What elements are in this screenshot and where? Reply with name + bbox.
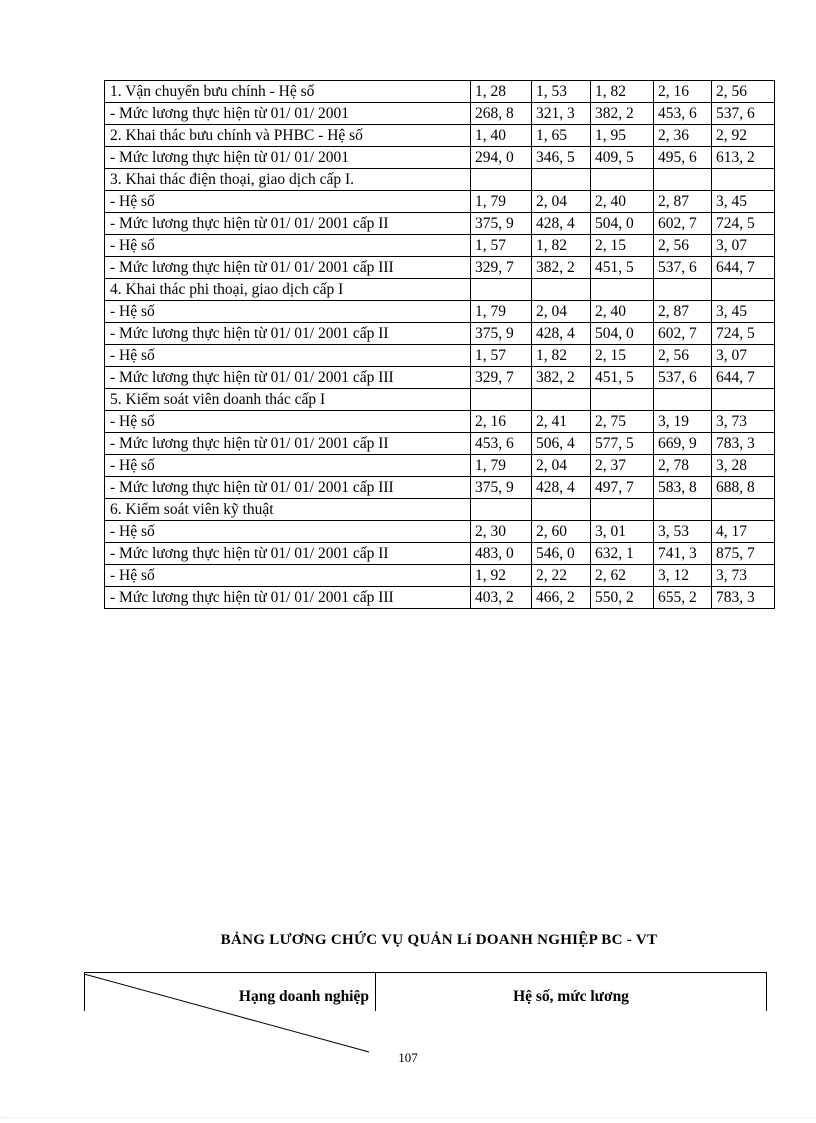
row-label: - Mức lương thực hiện từ 01/ 01/ 2001 cấp II	[105, 433, 471, 455]
row-value	[471, 499, 532, 521]
row-value: 453, 6	[654, 103, 712, 125]
row-value: 2, 37	[591, 455, 654, 477]
row-value: 724, 5	[712, 213, 775, 235]
row-value: 504, 0	[591, 323, 654, 345]
row-value: 3, 73	[712, 411, 775, 433]
row-value: 3, 45	[712, 191, 775, 213]
row-value	[654, 169, 712, 191]
row-value: 2, 04	[532, 301, 591, 323]
row-value: 375, 9	[471, 477, 532, 499]
row-value: 2, 40	[591, 301, 654, 323]
page-footer-rule	[0, 1117, 816, 1118]
row-value: 602, 7	[654, 323, 712, 345]
row-label: - Mức lương thực hiện từ 01/ 01/ 2001 cấp III	[105, 367, 471, 389]
header-diagonal-line	[84, 972, 384, 1062]
row-value	[712, 279, 775, 301]
row-label: - Hệ số	[105, 235, 471, 257]
row-value: 1, 82	[532, 345, 591, 367]
row-value: 1, 57	[471, 345, 532, 367]
row-value: 632, 1	[591, 543, 654, 565]
row-label: - Mức lương thực hiện từ 01/ 01/ 2001 cấp II	[105, 213, 471, 235]
row-label: - Hệ số	[105, 411, 471, 433]
row-value: 497, 7	[591, 477, 654, 499]
row-value: 2, 22	[532, 565, 591, 587]
table-row	[105, 235, 775, 257]
table-row	[105, 103, 775, 125]
row-value	[654, 389, 712, 411]
row-label: - Hệ số	[105, 191, 471, 213]
row-value: 346, 5	[532, 147, 591, 169]
row-value: 1, 65	[532, 125, 591, 147]
table-row	[105, 521, 775, 543]
row-label: 5. Kiểm soát viên doanh thác cấp I	[105, 389, 471, 411]
row-value: 1, 92	[471, 565, 532, 587]
table-row	[105, 499, 775, 521]
header-enterprise-rank: Hạng doanh nghiệp	[238, 988, 369, 1005]
row-value: 2, 15	[591, 345, 654, 367]
row-value: 268, 8	[471, 103, 532, 125]
row-value: 2, 78	[654, 455, 712, 477]
row-value: 546, 0	[532, 543, 591, 565]
row-value	[532, 279, 591, 301]
row-value: 2, 92	[712, 125, 775, 147]
row-label: - Mức lương thực hiện từ 01/ 01/ 2001	[105, 147, 471, 169]
row-value: 428, 4	[532, 213, 591, 235]
row-value: 466, 2	[532, 587, 591, 609]
row-value: 537, 6	[712, 103, 775, 125]
page-number: 107	[398, 1050, 418, 1065]
row-value: 644, 7	[712, 257, 775, 279]
row-label: 6. Kiểm soát viên kỹ thuật	[105, 499, 471, 521]
row-value: 2, 87	[654, 191, 712, 213]
table-row	[105, 169, 775, 191]
row-value: 1, 79	[471, 455, 532, 477]
row-value: 2, 56	[654, 235, 712, 257]
row-value: 375, 9	[471, 323, 532, 345]
table-row	[105, 81, 775, 103]
row-value	[654, 499, 712, 521]
table-row	[105, 323, 775, 345]
table-row	[105, 147, 775, 169]
row-value: 329, 7	[471, 257, 532, 279]
table-row	[105, 477, 775, 499]
table-row	[105, 345, 775, 367]
row-label: 2. Khai thác bưu chính và PHBC - Hệ số	[105, 125, 471, 147]
row-value: 294, 0	[471, 147, 532, 169]
row-value: 2, 87	[654, 301, 712, 323]
row-value: 2, 30	[471, 521, 532, 543]
row-value: 1, 57	[471, 235, 532, 257]
row-value	[712, 169, 775, 191]
row-value: 3, 07	[712, 235, 775, 257]
row-value: 741, 3	[654, 543, 712, 565]
row-value: 409, 5	[591, 147, 654, 169]
row-value: 2, 75	[591, 411, 654, 433]
row-label: - Mức lương thực hiện từ 01/ 01/ 2001 cấp II	[105, 543, 471, 565]
table-row	[105, 301, 775, 323]
table-row	[105, 191, 775, 213]
row-label: - Hệ số	[105, 455, 471, 477]
row-value	[471, 389, 532, 411]
row-value: 382, 2	[532, 367, 591, 389]
row-value	[532, 169, 591, 191]
row-value: 2, 04	[532, 455, 591, 477]
row-label: - Hệ số	[105, 345, 471, 367]
row-label: - Mức lương thực hiện từ 01/ 01/ 2001	[105, 103, 471, 125]
row-value: 3, 19	[654, 411, 712, 433]
row-label: - Mức lương thực hiện từ 01/ 01/ 2001 cấp III	[105, 477, 471, 499]
table-row	[105, 125, 775, 147]
row-value: 428, 4	[532, 323, 591, 345]
row-value: 724, 5	[712, 323, 775, 345]
row-value: 451, 5	[591, 257, 654, 279]
row-value: 2, 40	[591, 191, 654, 213]
row-value: 382, 2	[532, 257, 591, 279]
row-value: 2, 60	[532, 521, 591, 543]
row-value: 3, 28	[712, 455, 775, 477]
row-value: 655, 2	[654, 587, 712, 609]
row-value	[591, 389, 654, 411]
row-value: 483, 0	[471, 543, 532, 565]
table-row	[105, 433, 775, 455]
row-value	[591, 499, 654, 521]
table-row	[105, 367, 775, 389]
row-value	[471, 169, 532, 191]
row-value: 783, 3	[712, 433, 775, 455]
table-row	[105, 279, 775, 301]
row-value	[591, 169, 654, 191]
table-row	[105, 543, 775, 565]
row-value: 3, 01	[591, 521, 654, 543]
row-value: 428, 4	[532, 477, 591, 499]
row-value: 2, 15	[591, 235, 654, 257]
row-value: 1, 79	[471, 191, 532, 213]
row-value: 537, 6	[654, 257, 712, 279]
row-value	[532, 499, 591, 521]
row-value: 403, 2	[471, 587, 532, 609]
row-value: 583, 8	[654, 477, 712, 499]
row-value: 3, 45	[712, 301, 775, 323]
row-label: - Hệ số	[105, 301, 471, 323]
header-coefficient-salary: Hệ số, mức lương	[513, 988, 629, 1005]
row-value	[471, 279, 532, 301]
row-value: 613, 2	[712, 147, 775, 169]
row-value: 537, 6	[654, 367, 712, 389]
salary-table-body	[105, 81, 775, 609]
section-title: BẢNG LƯƠNG CHỨC VỤ QUẢN Lí DOANH NGHIỆP BC - VT	[220, 932, 658, 948]
row-label: 4. Khai thác phi thoại, giao dịch cấp I	[105, 279, 471, 301]
row-value: 2, 62	[591, 565, 654, 587]
row-value: 329, 7	[471, 367, 532, 389]
row-label: 1. Vận chuyển bưu chính - Hệ số	[105, 81, 471, 103]
table-row	[105, 257, 775, 279]
row-value: 451, 5	[591, 367, 654, 389]
row-value: 783, 3	[712, 587, 775, 609]
salary-table	[104, 80, 775, 609]
row-label: - Hệ số	[105, 521, 471, 543]
row-value: 1, 40	[471, 125, 532, 147]
row-value: 688, 8	[712, 477, 775, 499]
row-value: 3, 07	[712, 345, 775, 367]
row-value: 1, 82	[591, 81, 654, 103]
row-value: 3, 73	[712, 565, 775, 587]
row-label: - Mức lương thực hiện từ 01/ 01/ 2001 cấp III	[105, 257, 471, 279]
row-value: 2, 16	[471, 411, 532, 433]
row-value: 506, 4	[532, 433, 591, 455]
row-value: 4, 17	[712, 521, 775, 543]
row-label: - Hệ số	[105, 565, 471, 587]
row-value: 3, 12	[654, 565, 712, 587]
row-value: 875, 7	[712, 543, 775, 565]
row-value	[654, 279, 712, 301]
row-label: - Mức lương thực hiện từ 01/ 01/ 2001 cấp III	[105, 587, 471, 609]
row-value: 2, 56	[712, 81, 775, 103]
row-value: 504, 0	[591, 213, 654, 235]
row-value	[712, 499, 775, 521]
row-value: 2, 41	[532, 411, 591, 433]
row-value: 602, 7	[654, 213, 712, 235]
row-value: 321, 3	[532, 103, 591, 125]
row-value: 3, 53	[654, 521, 712, 543]
table-row	[105, 587, 775, 609]
row-value: 453, 6	[471, 433, 532, 455]
row-value: 669, 9	[654, 433, 712, 455]
table-row	[105, 411, 775, 433]
row-value: 2, 56	[654, 345, 712, 367]
table-row	[105, 565, 775, 587]
row-value: 1, 28	[471, 81, 532, 103]
row-value: 577, 5	[591, 433, 654, 455]
table-row	[105, 455, 775, 477]
row-value	[591, 279, 654, 301]
row-value: 1, 82	[532, 235, 591, 257]
row-value: 382, 2	[591, 103, 654, 125]
row-value: 2, 16	[654, 81, 712, 103]
row-value: 2, 36	[654, 125, 712, 147]
row-value: 644, 7	[712, 367, 775, 389]
table-row	[105, 213, 775, 235]
row-value	[712, 389, 775, 411]
row-label: 3. Khai thác điện thoại, giao dịch cấp I.	[105, 169, 471, 191]
row-value: 375, 9	[471, 213, 532, 235]
row-value: 495, 6	[654, 147, 712, 169]
row-label: - Mức lương thực hiện từ 01/ 01/ 2001 cấp II	[105, 323, 471, 345]
row-value: 1, 79	[471, 301, 532, 323]
row-value: 550, 2	[591, 587, 654, 609]
table-row	[105, 389, 775, 411]
row-value: 1, 95	[591, 125, 654, 147]
row-value: 1, 53	[532, 81, 591, 103]
row-value: 2, 04	[532, 191, 591, 213]
row-value	[532, 389, 591, 411]
